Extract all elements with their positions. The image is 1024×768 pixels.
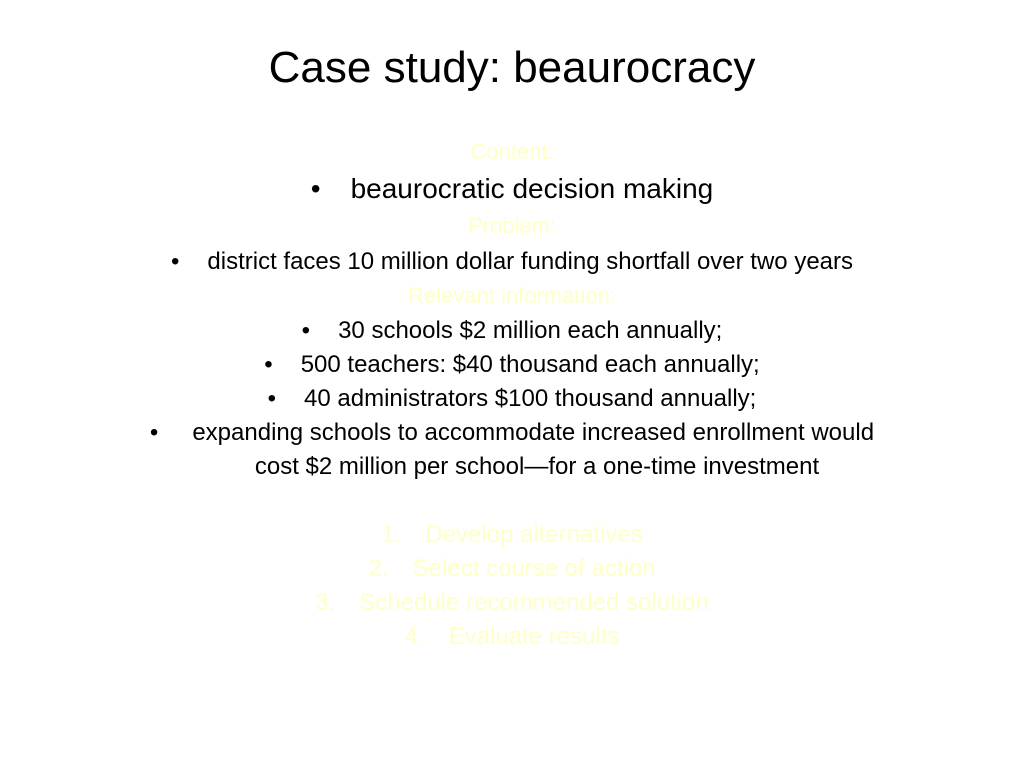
relevant-item (0, 351, 1024, 379)
step-number: 4. (404, 623, 425, 650)
relevant-item-text: 500 teachers: $40 thousand each annually; (300, 351, 760, 378)
relevant-item-continuation: cost $2 million per school—for a one-time investment (254, 453, 820, 480)
step-number: 2. (368, 555, 389, 582)
relevant-item-text: expanding schools to accommodate increased enrollment would (192, 419, 875, 446)
slide-title: Case study: beaurocracy (268, 43, 756, 92)
step-item (0, 555, 1024, 583)
problem-item (0, 248, 1024, 276)
step-item (0, 623, 1024, 651)
relevant-item-text: 30 schools $2 million each annually; (338, 317, 723, 344)
step-item (0, 589, 1024, 617)
step-item (0, 521, 1024, 549)
problem-heading: Problem: (467, 213, 557, 238)
bullet: • (264, 351, 273, 378)
step-text: Develop alternatives (425, 521, 643, 548)
relevant-item-text: 40 administrators $100 thousand annually; (304, 385, 757, 412)
relevant-item (0, 419, 1024, 447)
content-item (0, 173, 1024, 205)
step-text: Schedule recommended solution (359, 589, 709, 616)
problem-item-text: district faces 10 million dollar funding shortfall over two years (207, 248, 854, 275)
bullet: • (170, 248, 180, 275)
content-heading: Content: (470, 139, 554, 164)
bullet: • (149, 419, 159, 446)
content-item-text: beaurocratic decision making (350, 173, 714, 204)
relevant-item (0, 317, 1024, 345)
step-number: 3. (315, 589, 336, 616)
step-text: Evaluate results (448, 623, 620, 650)
bullet: • (310, 173, 321, 204)
relevant-heading: Relevant information: (408, 283, 616, 308)
bullet: • (267, 385, 277, 412)
step-number: 1. (381, 521, 402, 548)
relevant-item (0, 385, 1024, 413)
step-text: Select course of action (412, 555, 656, 582)
bullet: • (301, 317, 311, 344)
